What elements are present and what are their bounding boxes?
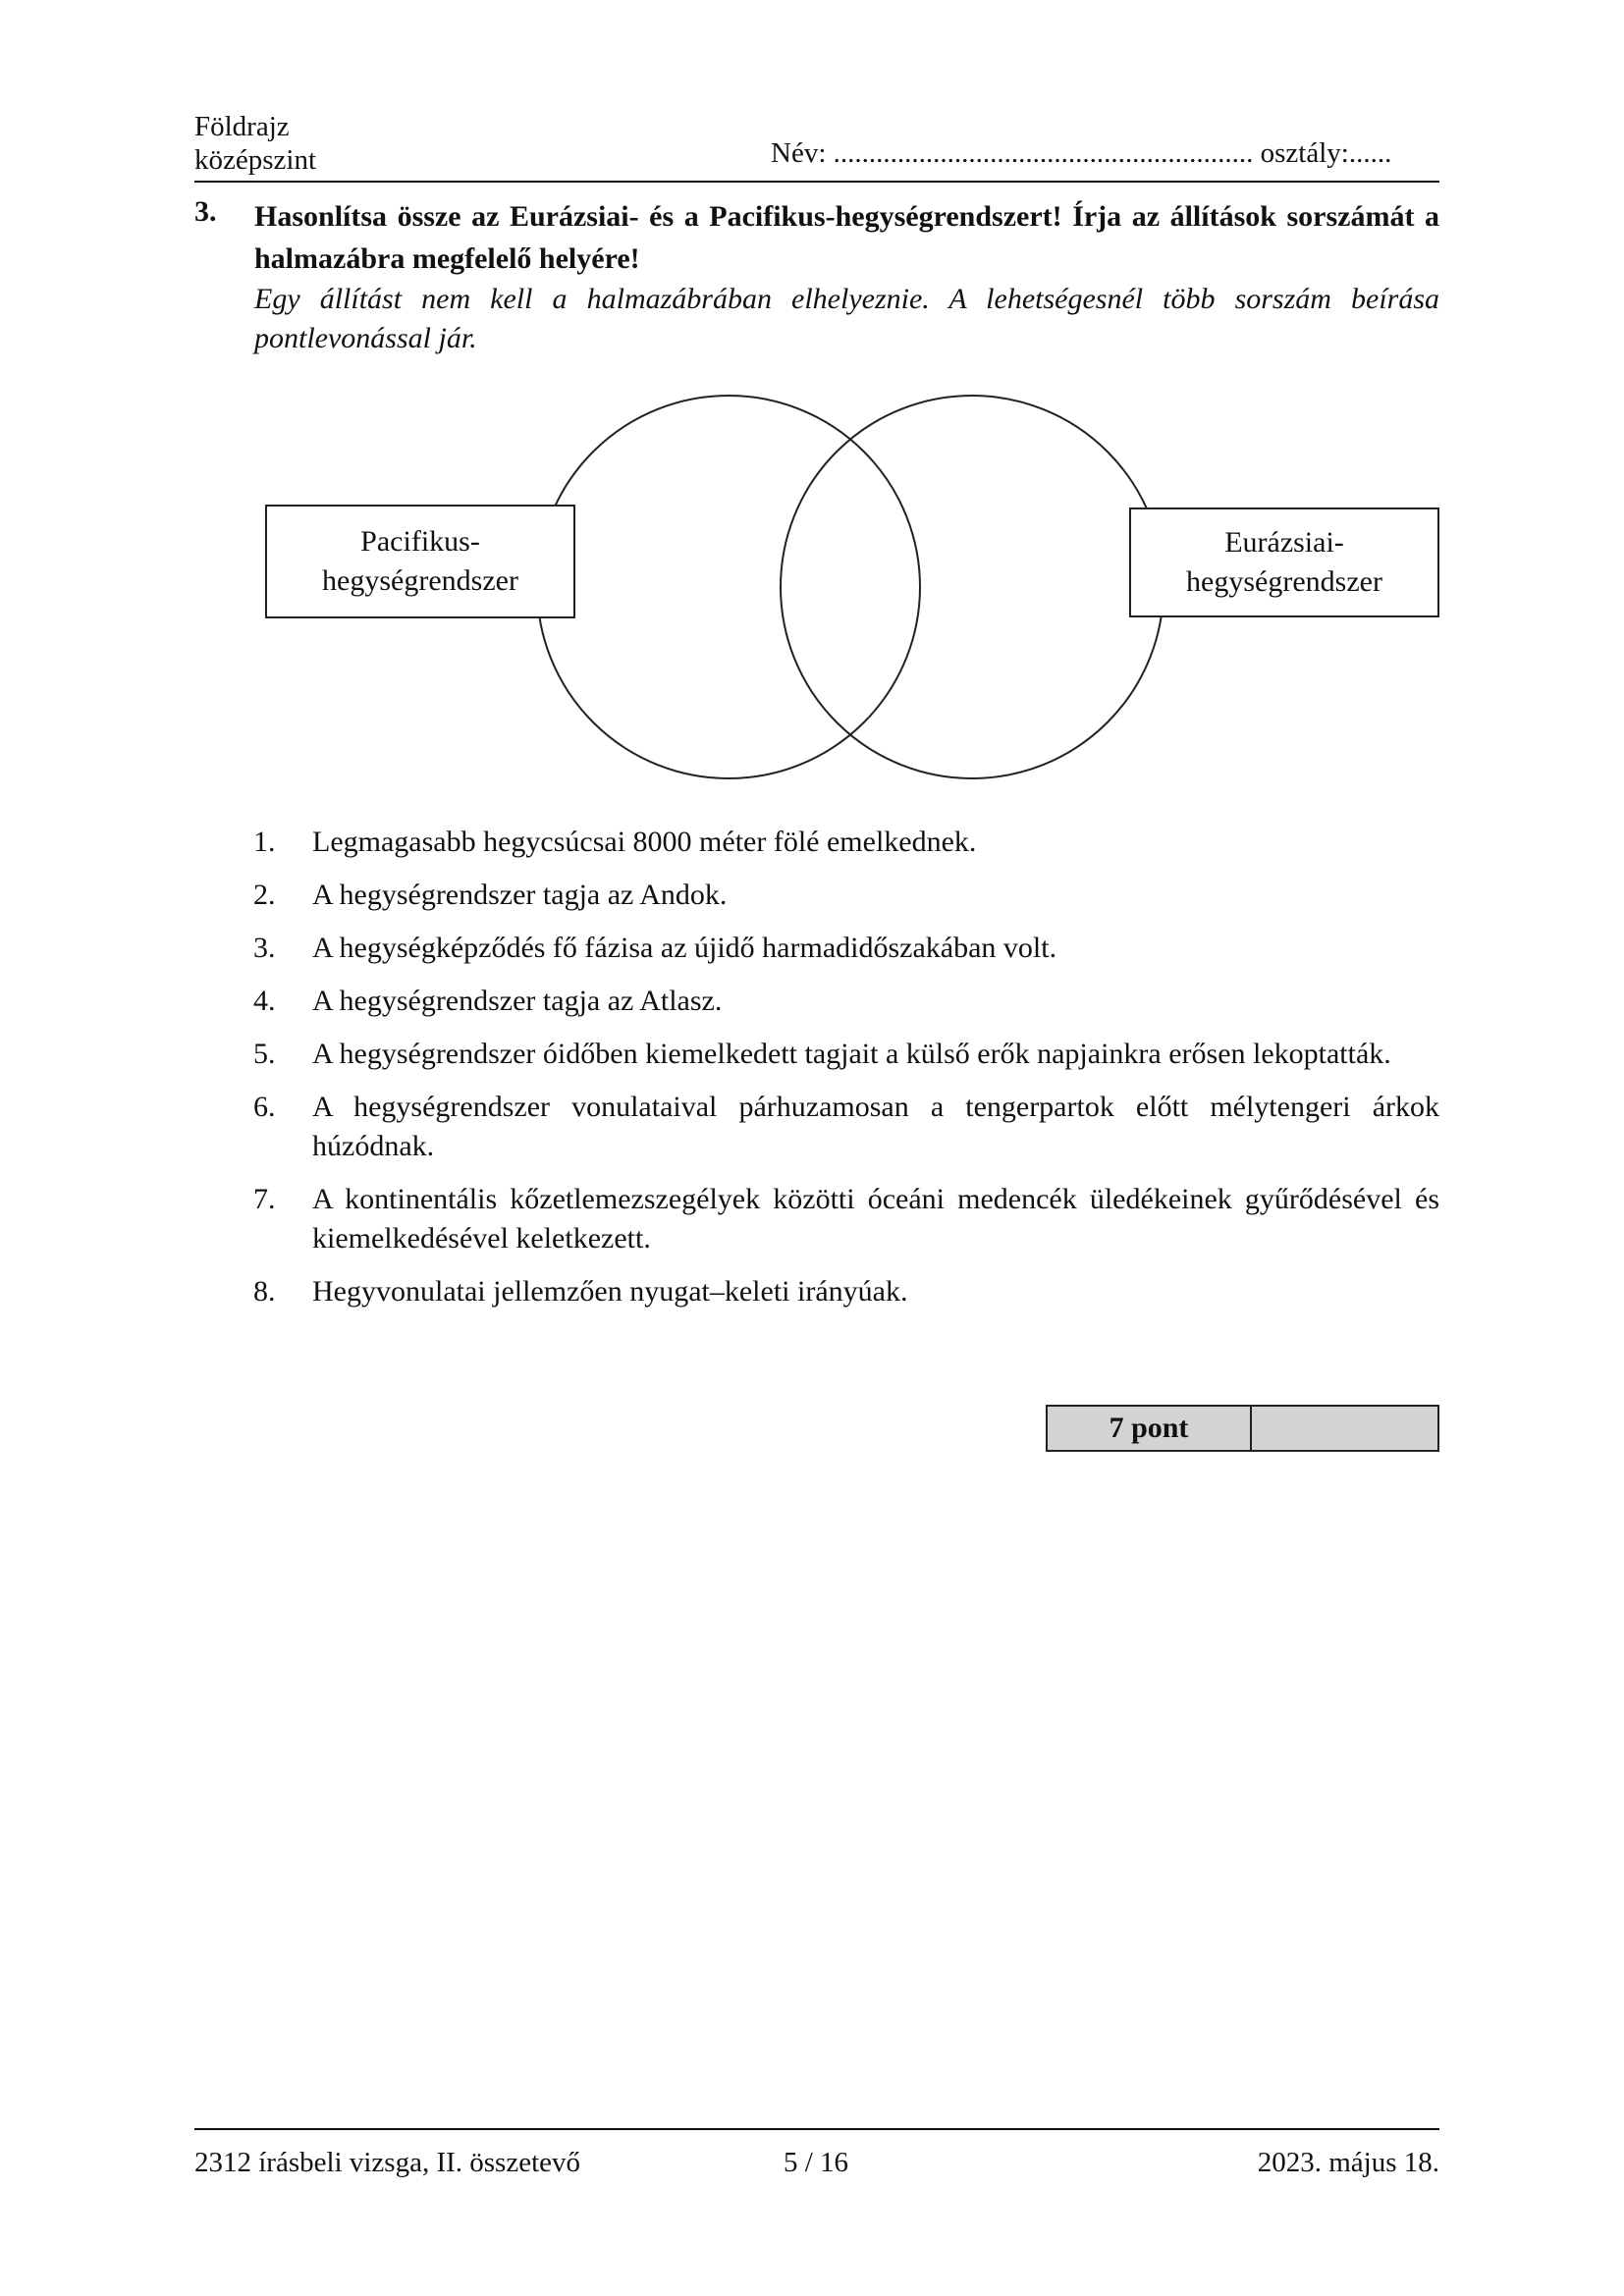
statement-text: A hegységrendszer vonulataival párhuzamosan a tengerpartok előtt mélytengeri árkok húzódnak. <box>312 1091 1439 1162</box>
statement-list <box>253 823 1439 1311</box>
name-class-field[interactable]: Név: ........................................................... osztály:...... <box>771 137 1392 169</box>
score-box <box>1046 1405 1439 1452</box>
statement-text: A hegységrendszer tagja az Atlasz. <box>312 985 723 1017</box>
exam-date: 2023. május 18. <box>1257 2147 1439 2178</box>
eurasian-label-box: Eurázsiai- hegységrendszer <box>1129 507 1439 617</box>
statement-text: A hegységrendszer tagja az Andok. <box>312 879 728 911</box>
page-number: 5 / 16 <box>784 2147 849 2178</box>
statement-text: Legmagasabb hegycsúcsai 8000 méter fölé emelkednek. <box>312 826 977 858</box>
exam-level: középszint <box>194 144 317 176</box>
score-label: 7 pont <box>1048 1407 1252 1450</box>
statement-text: A kontinentális kőzetlemezszegélyek közötti óceáni medencék üledékeinek gyűrődésével és kiemelkedésével keletkezett. <box>312 1183 1439 1255</box>
statement-text: Hegyvonulatai jellemzően nyugat–keleti irányúak. <box>312 1275 908 1308</box>
footer-exam-id: 2312 írásbeli vizsga, II. összetevő <box>194 2147 581 2178</box>
statement-number: 1. <box>253 826 276 858</box>
task-number: 3. <box>194 195 217 228</box>
venn-diagram <box>0 0 1624 805</box>
statement-number: 5. <box>253 1038 276 1070</box>
statement-item <box>253 929 1439 968</box>
statement-number: 2. <box>253 879 276 911</box>
pacific-label-box: Pacifikus- hegységrendszer <box>265 505 575 618</box>
statement-item <box>253 1272 1439 1311</box>
footer-rule <box>194 2128 1439 2130</box>
statement-item <box>253 876 1439 915</box>
statement-text: A hegységrendszer óidőben kiemelkedett tagjait a külső erők napjainkra erősen lekoptatták. <box>312 1038 1391 1070</box>
score-entry-field[interactable] <box>1252 1407 1437 1450</box>
task-instructions: Egy állítást nem kell a halmazábrában elhelyeznie. A lehetségesnél több sorszám beírása pontlevonással jár. <box>254 283 1439 354</box>
statement-item <box>253 982 1439 1021</box>
venn-circle-left[interactable] <box>537 396 920 778</box>
statement-item <box>253 1088 1439 1166</box>
statement-number: 7. <box>253 1183 276 1215</box>
statement-number: 6. <box>253 1091 276 1123</box>
statement-number: 8. <box>253 1275 276 1308</box>
venn-circle-right[interactable] <box>781 396 1164 778</box>
subject-name: Földrajz <box>194 111 290 142</box>
statement-number: 3. <box>253 932 276 964</box>
statement-item <box>253 1035 1439 1074</box>
statement-item <box>253 1180 1439 1258</box>
task-title: Hasonlítsa össze az Eurázsiai- és a Pacifikus-hegységrendszert! Írja az állítások sorszámát a halmazábra megfelelő helyére! <box>254 200 1439 275</box>
statement-text: A hegységképződés fő fázisa az újidő harmadidőszakában volt. <box>312 932 1057 964</box>
statement-number: 4. <box>253 985 276 1017</box>
statement-item <box>253 823 1439 862</box>
